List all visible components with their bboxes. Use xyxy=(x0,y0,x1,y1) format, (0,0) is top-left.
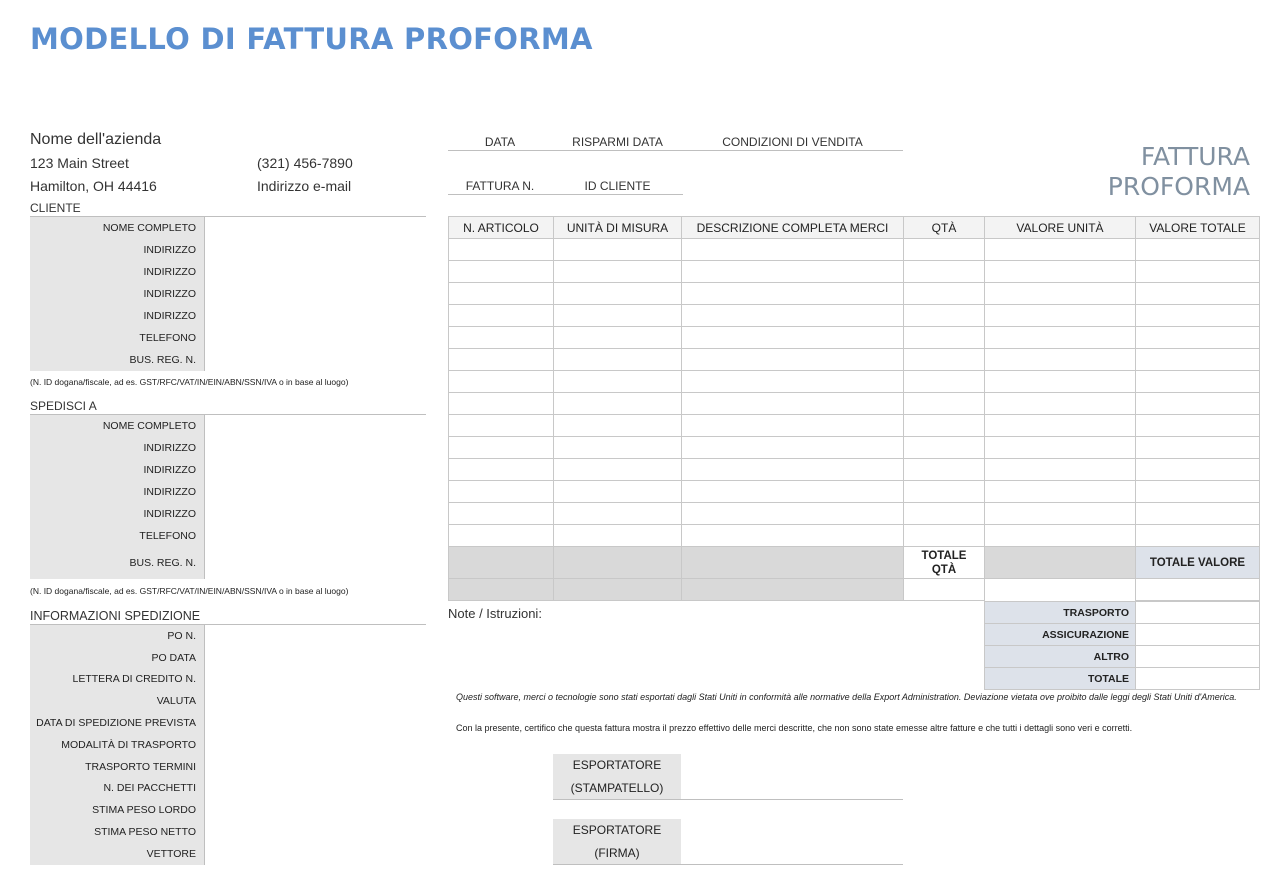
table-cell[interactable] xyxy=(985,437,1136,459)
fee-row xyxy=(985,646,1260,668)
table-cell[interactable] xyxy=(904,261,985,283)
company-email[interactable]: Indirizzo e-mail xyxy=(257,178,352,194)
table-cell[interactable] xyxy=(985,481,1136,503)
exporter-sign-block xyxy=(553,819,903,865)
table-cell[interactable] xyxy=(554,349,682,371)
table-cell[interactable] xyxy=(1136,437,1260,459)
table-cell[interactable] xyxy=(682,283,904,305)
table-cell[interactable] xyxy=(1136,283,1260,305)
field-label: TELEFONO xyxy=(30,525,204,547)
table-cell[interactable] xyxy=(985,261,1136,283)
cliente-row[interactable] xyxy=(30,239,426,261)
totale-label: TOTALE xyxy=(985,668,1136,690)
field-value[interactable] xyxy=(204,283,426,305)
table-cell[interactable] xyxy=(449,437,554,459)
table-cell xyxy=(449,547,554,579)
table-row xyxy=(449,393,1260,415)
table-cell[interactable] xyxy=(682,239,904,261)
table-cell[interactable] xyxy=(554,437,682,459)
table-cell[interactable] xyxy=(682,261,904,283)
table-cell[interactable] xyxy=(985,393,1136,415)
spedizione-row[interactable] xyxy=(30,690,426,712)
table-cell[interactable] xyxy=(904,481,985,503)
certification-text: Con la presente, certifico che questa fattura mostra il prezzo effettivo delle merci descritte, che non sono state emesse altre fatture e che tutti i dettagli sono veri e corretti. xyxy=(456,723,1133,733)
field-value[interactable] xyxy=(204,217,426,239)
table-cell[interactable] xyxy=(1136,239,1260,261)
table-cell[interactable] xyxy=(985,349,1136,371)
field-label: PO N. xyxy=(30,625,204,647)
field-label: BUS. REG. N. xyxy=(30,547,204,579)
table-cell[interactable] xyxy=(1136,305,1260,327)
exporter-print-line2: (STAMPATELLO) xyxy=(570,780,664,795)
big-label-line1: FATTURA xyxy=(1140,142,1250,171)
exporter-print-line1: ESPORTATORE xyxy=(572,758,662,773)
spedizione-row[interactable] xyxy=(30,843,426,865)
table-cell[interactable] xyxy=(449,525,554,547)
field-label: INDIRIZZO xyxy=(30,503,204,525)
table-cell[interactable] xyxy=(1136,459,1260,481)
table-cell[interactable] xyxy=(554,481,682,503)
table-cell[interactable] xyxy=(449,261,554,283)
table-cell[interactable] xyxy=(554,371,682,393)
field-value[interactable] xyxy=(204,503,426,525)
table-cell[interactable] xyxy=(682,415,904,437)
field-label: NOME COMPLETO xyxy=(30,217,204,239)
table-cell[interactable] xyxy=(1136,481,1260,503)
spedisci-row[interactable] xyxy=(30,525,426,547)
table-cell[interactable] xyxy=(554,327,682,349)
risparmi-data-label: RISPARMI DATA xyxy=(572,135,663,149)
table-cell[interactable] xyxy=(682,349,904,371)
field-label: INDIRIZZO xyxy=(30,261,204,283)
table-cell[interactable] xyxy=(985,415,1136,437)
table-cell[interactable] xyxy=(904,437,985,459)
totals-row xyxy=(449,547,1260,579)
table-cell xyxy=(554,547,682,579)
exporter-sign-field[interactable] xyxy=(681,819,903,864)
table-cell[interactable] xyxy=(449,327,554,349)
table-cell[interactable] xyxy=(1136,415,1260,437)
exporter-sign-line2: (FIRMA) xyxy=(594,845,640,860)
table-cell[interactable] xyxy=(554,239,682,261)
exporter-sign-label xyxy=(553,819,681,864)
cliente-row[interactable] xyxy=(30,349,426,371)
field-label: INDIRIZZO xyxy=(30,239,204,261)
field-label: NOME COMPLETO xyxy=(30,415,204,437)
exporter-print-block xyxy=(553,754,903,800)
data-label: DATA xyxy=(484,135,516,149)
table-cell[interactable] xyxy=(985,305,1136,327)
field-label: TRASPORTO TERMINI xyxy=(30,756,204,778)
cliente-heading: CLIENTE xyxy=(30,201,426,217)
cliente-row[interactable] xyxy=(30,261,426,283)
exporter-print-label xyxy=(553,754,681,799)
spedizione-row[interactable] xyxy=(30,712,426,734)
spedisci-note: (N. ID dogana/fiscale, ad es. GST/RFC/VAT/IN/EIN/ABN/SSN/IVA o in base al luogo) xyxy=(30,586,349,596)
field-value[interactable] xyxy=(204,415,426,437)
field-value[interactable] xyxy=(204,625,426,647)
field-value[interactable] xyxy=(204,547,426,579)
table-cell[interactable] xyxy=(554,393,682,415)
table-cell[interactable] xyxy=(449,283,554,305)
items-table xyxy=(448,216,1260,601)
company-phone[interactable]: (321) 456-7890 xyxy=(257,155,353,171)
field-value[interactable] xyxy=(204,437,426,459)
exporter-sign-line1: ESPORTATORE xyxy=(572,823,662,838)
field-value[interactable] xyxy=(204,327,426,349)
table-cell[interactable] xyxy=(985,503,1136,525)
table-cell[interactable] xyxy=(449,305,554,327)
col-unita-misura: UNITÀ DI MISURA xyxy=(554,217,682,239)
col-qta: QTÀ xyxy=(904,217,985,239)
table-cell[interactable] xyxy=(449,239,554,261)
table-cell[interactable] xyxy=(904,239,985,261)
field-value[interactable] xyxy=(204,778,426,800)
table-cell[interactable] xyxy=(904,283,985,305)
table-cell[interactable] xyxy=(449,415,554,437)
totale-qta-label xyxy=(904,547,985,579)
condizioni-label: CONDIZIONI DI VENDITA xyxy=(722,135,863,149)
fattura-n-label: FATTURA N. xyxy=(465,179,535,193)
field-label: INDIRIZZO xyxy=(30,437,204,459)
company-street[interactable]: 123 Main Street xyxy=(30,155,129,171)
table-cell[interactable] xyxy=(682,437,904,459)
table-cell[interactable] xyxy=(554,459,682,481)
cliente-row[interactable] xyxy=(30,283,426,305)
table-cell[interactable] xyxy=(985,283,1136,305)
assicurazione-label: ASSICURAZIONE xyxy=(985,624,1136,646)
table-row xyxy=(449,459,1260,481)
field-value[interactable] xyxy=(204,261,426,283)
cliente-fields xyxy=(30,217,426,371)
table-cell[interactable] xyxy=(682,481,904,503)
table-cell[interactable] xyxy=(682,371,904,393)
field-value[interactable] xyxy=(204,349,426,371)
table-cell[interactable] xyxy=(904,327,985,349)
table-cell[interactable] xyxy=(449,459,554,481)
export-disclaimer: Questi software, merci o tecnologie sono stati esportati dagli Stati Uniti in conformità alle normative della Export Administration. Deviazione vietata ove proibito dalle leggi degli Stati Uniti d'America. xyxy=(456,692,1237,702)
table-row xyxy=(449,305,1260,327)
totale-qta-line2: QTÀ xyxy=(931,563,957,576)
field-value[interactable] xyxy=(204,481,426,503)
field-label: INDIRIZZO xyxy=(30,305,204,327)
field-value[interactable] xyxy=(204,647,426,669)
table-row xyxy=(449,327,1260,349)
field-label: INDIRIZZO xyxy=(30,283,204,305)
company-name[interactable]: Nome dell'azienda xyxy=(30,131,162,148)
table-cell[interactable] xyxy=(904,459,985,481)
table-cell[interactable] xyxy=(1136,261,1260,283)
table-cell[interactable] xyxy=(554,305,682,327)
totale-qta-value[interactable] xyxy=(904,579,985,601)
spedisci-row[interactable] xyxy=(30,437,426,459)
col-n-articolo: N. ARTICOLO xyxy=(449,217,554,239)
col-descrizione: DESCRIZIONE COMPLETA MERCI xyxy=(682,217,904,239)
col-valore-totale: VALORE TOTALE xyxy=(1136,217,1260,239)
field-value[interactable] xyxy=(204,843,426,865)
field-value[interactable] xyxy=(204,756,426,778)
field-value[interactable] xyxy=(204,525,426,547)
table-cell[interactable] xyxy=(904,415,985,437)
totale-value[interactable] xyxy=(1136,668,1260,690)
table-cell[interactable] xyxy=(682,327,904,349)
fattura-proforma-label xyxy=(1108,142,1250,202)
field-label: LETTERA DI CREDITO N. xyxy=(30,669,204,691)
field-label: BUS. REG. N. xyxy=(30,349,204,371)
table-cell[interactable] xyxy=(449,371,554,393)
table-cell xyxy=(682,547,904,579)
company-city[interactable]: Hamilton, OH 44416 xyxy=(30,178,157,194)
table-row xyxy=(449,415,1260,437)
field-value[interactable] xyxy=(204,821,426,843)
table-cell[interactable] xyxy=(985,327,1136,349)
cliente-note: (N. ID dogana/fiscale, ad es. GST/RFC/VAT/IN/EIN/ABN/SSN/IVA o in base al luogo) xyxy=(30,377,349,387)
altro-value[interactable] xyxy=(1136,646,1260,668)
table-cell[interactable] xyxy=(554,525,682,547)
field-value[interactable] xyxy=(204,669,426,691)
field-label: STIMA PESO LORDO xyxy=(30,799,204,821)
table-cell[interactable] xyxy=(904,525,985,547)
spedizione-row[interactable] xyxy=(30,647,426,669)
trasporto-value[interactable] xyxy=(1136,602,1260,624)
field-label: STIMA PESO NETTO xyxy=(30,821,204,843)
totale-valore-value[interactable] xyxy=(1136,579,1260,601)
cliente-row[interactable] xyxy=(30,305,426,327)
fees-table xyxy=(984,601,1260,690)
field-label: PO DATA xyxy=(30,647,204,669)
table-row xyxy=(449,239,1260,261)
cliente-row[interactable] xyxy=(30,217,426,239)
id-cliente-label: ID CLIENTE xyxy=(584,179,651,193)
table-cell[interactable] xyxy=(985,459,1136,481)
table-cell[interactable] xyxy=(904,349,985,371)
spedizione-row[interactable] xyxy=(30,734,426,756)
table-row xyxy=(449,261,1260,283)
table-cell[interactable] xyxy=(682,393,904,415)
field-value[interactable] xyxy=(204,799,426,821)
totale-valore-label: TOTALE VALORE xyxy=(1136,547,1260,579)
table-cell[interactable] xyxy=(985,371,1136,393)
spedisci-row[interactable] xyxy=(30,503,426,525)
header-line-2 xyxy=(448,194,683,195)
table-cell[interactable] xyxy=(682,305,904,327)
table-cell[interactable] xyxy=(682,459,904,481)
table-cell xyxy=(682,579,904,601)
table-cell[interactable] xyxy=(904,503,985,525)
table-cell xyxy=(985,547,1136,579)
spedizione-row[interactable] xyxy=(30,821,426,843)
spedizione-fields xyxy=(30,625,426,865)
field-value[interactable] xyxy=(204,690,426,712)
table-row xyxy=(449,371,1260,393)
table-cell[interactable] xyxy=(449,349,554,371)
big-label-line2: PROFORMA xyxy=(1107,172,1250,201)
spedizione-row[interactable] xyxy=(30,778,426,800)
spedizione-row[interactable] xyxy=(30,625,426,647)
altro-label: ALTRO xyxy=(985,646,1136,668)
field-value[interactable] xyxy=(204,459,426,481)
table-cell[interactable] xyxy=(1136,503,1260,525)
table-row xyxy=(449,283,1260,305)
spedisci-row[interactable] xyxy=(30,481,426,503)
fee-row xyxy=(985,602,1260,624)
table-cell[interactable] xyxy=(554,283,682,305)
table-cell[interactable] xyxy=(904,305,985,327)
table-row xyxy=(449,349,1260,371)
table-cell[interactable] xyxy=(449,393,554,415)
spedizione-row[interactable] xyxy=(30,799,426,821)
notes-label: Note / Istruzioni: xyxy=(448,606,542,621)
spedizione-heading: INFORMAZIONI SPEDIZIONE xyxy=(30,609,426,625)
field-value[interactable] xyxy=(204,239,426,261)
field-value[interactable] xyxy=(204,305,426,327)
table-cell[interactable] xyxy=(904,393,985,415)
spedisci-row[interactable] xyxy=(30,415,426,437)
table-cell xyxy=(985,579,1136,601)
field-label: TELEFONO xyxy=(30,327,204,349)
field-label: DATA DI SPEDIZIONE PREVISTA xyxy=(30,712,204,734)
table-cell[interactable] xyxy=(1136,371,1260,393)
table-cell[interactable] xyxy=(1136,525,1260,547)
header-line-1 xyxy=(448,150,903,151)
table-cell[interactable] xyxy=(682,503,904,525)
table-cell[interactable] xyxy=(985,239,1136,261)
page-title: MODELLO DI FATTURA PROFORMA xyxy=(30,22,593,56)
spedisci-row[interactable] xyxy=(30,547,426,579)
table-cell xyxy=(449,579,554,601)
spedisci-row[interactable] xyxy=(30,459,426,481)
table-cell[interactable] xyxy=(1136,327,1260,349)
table-cell[interactable] xyxy=(985,525,1136,547)
col-valore-unita: VALORE UNITÀ xyxy=(985,217,1136,239)
field-value[interactable] xyxy=(204,712,426,734)
table-row xyxy=(449,525,1260,547)
table-cell[interactable] xyxy=(449,481,554,503)
table-cell[interactable] xyxy=(904,371,985,393)
field-label: VALUTA xyxy=(30,690,204,712)
totale-qta-line1: TOTALE xyxy=(921,549,967,562)
exporter-print-field[interactable] xyxy=(681,754,903,799)
field-value[interactable] xyxy=(204,734,426,756)
field-label: N. DEI PACCHETTI xyxy=(30,778,204,800)
table-cell[interactable] xyxy=(1136,349,1260,371)
field-label: INDIRIZZO xyxy=(30,459,204,481)
table-header-row xyxy=(449,217,1260,239)
table-row xyxy=(449,503,1260,525)
table-cell[interactable] xyxy=(682,525,904,547)
trasporto-label: TRASPORTO xyxy=(985,602,1136,624)
field-label: MODALITÀ DI TRASPORTO xyxy=(30,734,204,756)
field-label: VETTORE xyxy=(30,843,204,865)
spedizione-row[interactable] xyxy=(30,669,426,691)
spedisci-fields xyxy=(30,415,426,579)
cliente-row[interactable] xyxy=(30,327,426,349)
fee-row xyxy=(985,624,1260,646)
totals-value-row xyxy=(449,579,1260,601)
table-cell[interactable] xyxy=(554,261,682,283)
table-row xyxy=(449,481,1260,503)
assicurazione-value[interactable] xyxy=(1136,624,1260,646)
fee-row xyxy=(985,668,1260,690)
table-cell[interactable] xyxy=(554,415,682,437)
table-cell[interactable] xyxy=(1136,393,1260,415)
table-row xyxy=(449,437,1260,459)
spedizione-row[interactable] xyxy=(30,756,426,778)
table-cell[interactable] xyxy=(449,503,554,525)
field-label: INDIRIZZO xyxy=(30,481,204,503)
table-cell xyxy=(554,579,682,601)
table-cell[interactable] xyxy=(554,503,682,525)
spedisci-heading: SPEDISCI A xyxy=(30,399,426,415)
